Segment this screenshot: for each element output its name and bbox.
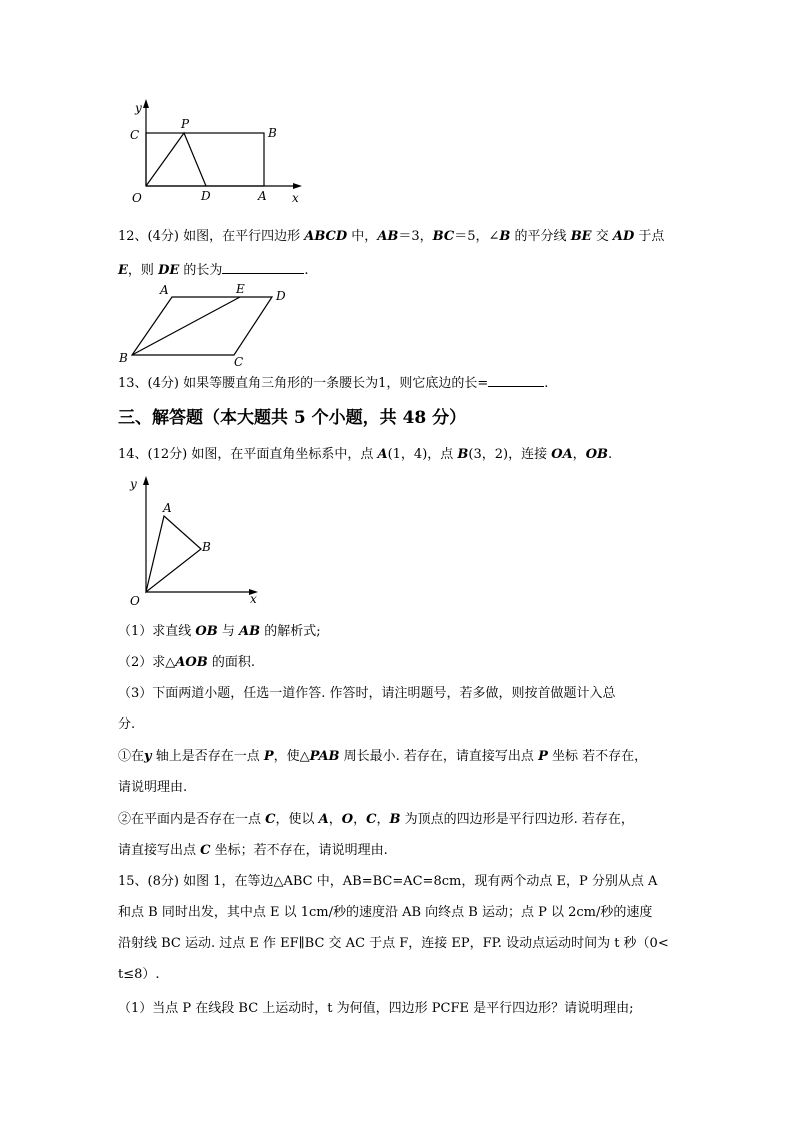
fig2-label-E: E <box>236 282 245 296</box>
fig2-label-D: D <box>276 289 286 303</box>
q14-option1-line1: ①在y 轴上是否存在一点 P，使△PAB 周长最小. 若存在，请直接写出点 P 坐标 若不存在， <box>118 749 648 764</box>
figure-parallelogram <box>112 282 302 368</box>
fig1-label-C: C <box>130 128 140 142</box>
q15-line2: 和点 B 同时出发，其中点 E 以 1cm/秒的速度沿 AB 向终点 B 运动；点 P 以 2cm/秒的速度 <box>118 905 653 920</box>
fig2-label-B: B <box>119 351 128 365</box>
q14-option2-line2: 请直接写出点 C 坐标；若不存在，请说明理由. <box>118 843 388 858</box>
q14-intro: 14、(12分) 如图，在平面直角坐标系中，点 A(1，4)，点 B(3，2)，连接 OA，OB. <box>118 447 613 462</box>
fig2-label-A: A <box>160 283 169 297</box>
q14-part1: （1）求直线 OB 与 AB 的解析式; <box>118 624 321 639</box>
q12-line1: 12、(4分) 如图，在平行四边形 ABCD 中，AB＝3，BC＝5，∠B 的平分线 BE 交 AD 于点 <box>118 229 665 244</box>
figure-rectangle-coordinate <box>118 98 318 213</box>
fig3-label-A: A <box>163 501 172 515</box>
fig1-label-D: D <box>201 189 211 203</box>
q15-line4: t≤8）. <box>118 967 160 982</box>
fig3-label-y: y <box>130 477 137 491</box>
fig1-label-P: P <box>181 117 190 131</box>
q13-answer-blank[interactable] <box>488 372 544 387</box>
q12-answer-blank[interactable] <box>222 259 304 274</box>
q15-line1: 15、(8分) 如图 1，在等边△ABC 中，AB=BC=AC=8cm，现有两个动点 E，P 分别从点 A <box>118 874 658 889</box>
q14-option2-line1: ②在平面内是否存在一点 C，使以 A，O，C，B 为顶点的四边形是平行四边形. 若存在， <box>118 812 634 827</box>
fig1-label-O: O <box>132 191 142 205</box>
fig1-label-A: A <box>258 189 267 203</box>
q15-line3: 沿射线 BC 运动. 过点 E 作 EF∥BC 交 AC 于点 F，连接 EP，FP. 设动点运动时间为 t 秒（0< <box>118 936 669 951</box>
q14-part3-line2: 分. <box>118 717 136 732</box>
q15-part1: （1）当点 P 在线段 BC 上运动时，t 为何值，四边形 PCFE 是平行四边形？请说明理由; <box>118 1001 634 1016</box>
q14-part2: （2）求△AOB 的面积. <box>118 655 255 670</box>
figure-triangle-aob <box>118 472 268 612</box>
fig1-label-x: x <box>292 191 299 205</box>
fig1-label-B: B <box>268 126 277 140</box>
section-3-heading: 三、解答题（本大题共 5 个小题，共 48 分） <box>118 408 467 428</box>
q13-line: 13、(4分) 如果等腰直角三角形的一条腰长为1，则它底边的长= . <box>118 372 548 393</box>
q14-part3-line1: （3）下面两道小题，任选一道作答. 作答时，请注明题号，若多做，则按首做题计入总 <box>118 686 616 701</box>
fig1-label-y: y <box>135 101 142 115</box>
q14-option1-line2: 请说明理由. <box>118 780 188 795</box>
fig3-label-B: B <box>202 540 211 554</box>
fig2-label-C: C <box>234 355 244 368</box>
q12-line2: E，则 DE 的长为 . <box>118 259 309 280</box>
fig3-label-O: O <box>130 594 140 608</box>
fig3-label-x: x <box>250 592 257 606</box>
